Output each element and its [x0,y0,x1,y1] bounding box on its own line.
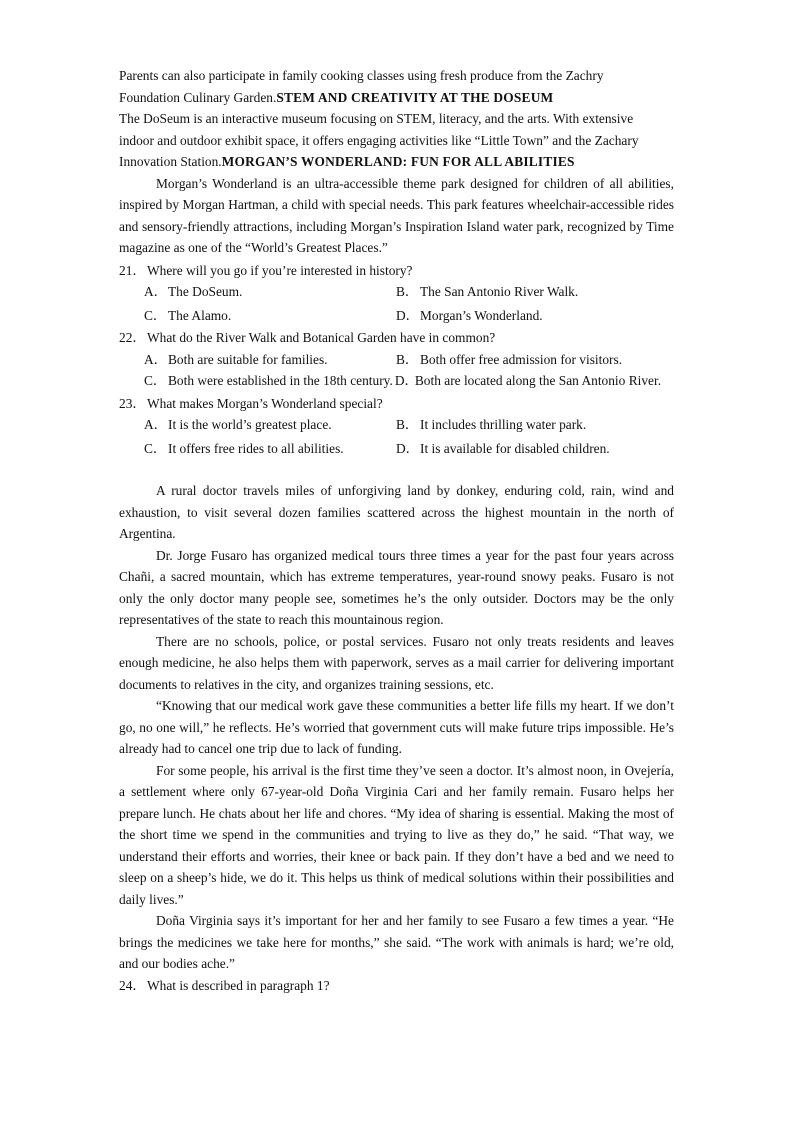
option-b [396,414,696,436]
option-text: The Alamo. [168,307,232,323]
paragraph: Morgan’s Wonderland is an ultra-accessible theme park designed for children of all abilities, inspired by Morgan Hartman, a child with special needs. This park features wheelchair-accessible rides and sensory-friendly attractions, including Morgan’s Inspiration Island water park, recognized by Time magazine as one of the “World’s Greatest Places.” [119,175,674,255]
document-content [119,65,674,996]
question-number: 22． [119,330,146,345]
option-d [396,438,696,460]
option-text: It is the world’s greatest place. [168,417,332,432]
question-text: What do the River Walk and Botanical Garden have in common? [147,330,496,345]
options [119,281,674,326]
options [119,349,674,371]
option-letter: C． [144,307,167,323]
option-c-d-line [119,370,674,392]
question-23 [119,393,674,460]
question-stem [119,327,674,349]
option-a [144,349,396,371]
text-fragment: Foundation Culinary Garden. [119,89,277,105]
option-b [396,349,696,371]
option-text: It includes thrilling water park. [420,417,587,432]
passage-paragraph-6: Doña Virginia says it’s important for her and her family to see Fusaro a few times a year. “He brings the medicines we take here for months,” she said. “The work with animals is hard; we’re old, and our bodies ache.” [119,913,674,971]
text-line: Parents can also participate in family cooking classes using fresh produce from the Zachry [119,68,604,83]
option-text: The San Antonio River Walk. [420,284,579,299]
question-stem [119,393,674,415]
option-letter: D． [396,440,420,456]
text-line: indoor and outdoor exhibit space, it offers engaging activities like “Little Town” and the Zachary [119,132,639,148]
option-letter: B． [396,351,419,367]
option-letter: D． [394,373,418,388]
option-c [144,438,396,460]
question-24 [119,975,674,997]
option-text: It offers free rides to all abilities. [168,440,344,456]
question-stem [119,260,674,282]
option-d [396,305,696,327]
option-text: Both are suitable for families. [168,351,328,367]
option-letter: C． [144,440,167,456]
option-letter: D． [396,307,420,323]
section-gap [119,459,674,480]
option-letter: A． [144,351,168,367]
section-heading-morgans-wonderland: MORGAN’S WONDERLAND: FUN FOR ALL ABILITIES [221,154,575,169]
option-text: Morgan’s Wonderland. [420,307,543,323]
passage-paragraph-2: Dr. Jorge Fusaro has organized medical tours three times a year for the past four years across Chañi, a sacred mountain, which has extreme temperatures, year-round snowy peaks. Fusaro is not only the only doctor many people see, sometimes he’s the only outsider. Doctors may be the only representatives of the state to reach this mountainous region. [119,547,674,627]
text-fragment: Innovation Station. [119,154,222,169]
option-letter: C． [144,373,167,388]
option-letter: A． [144,417,168,432]
option-text: It is available for disabled children. [420,440,610,456]
question-text: What is described in paragraph 1? [147,977,330,993]
option-text: Both offer free admission for visitors. [420,351,623,367]
option-letter: B． [396,284,419,299]
passage-paragraph-4: “Knowing that our medical work gave these communities a better life fills my heart. If we don’t go, no one will,” he reflects. He’s worried that government cuts will make future trips impossible. He’s already had to cancel one trip due to lack of funding. [119,698,674,756]
question-number: 23． [119,395,146,411]
text-line [119,151,674,173]
option-text: Both were established in the 18th century. [168,373,393,388]
option-c [144,305,396,327]
question-number: 24． [119,977,146,993]
question-text: What makes Morgan’s Wonderland special? [147,395,383,411]
text-line [119,87,674,109]
option-letter: A． [144,284,168,299]
question-21 [119,260,674,327]
passage-paragraph-1: A rural doctor travels miles of unforgiving land by donkey, enduring cold, rain, wind and exhaustion, to visit several dozen families scattered across the highest mountain in the north of Argentina. [119,483,674,541]
option-c [144,373,393,388]
option-text: Both are located along the San Antonio River. [414,373,662,388]
options [119,414,674,459]
passage-paragraph-5: For some people, his arrival is the first time they’ve seen a doctor. It’s almost noon, in Ovejería, a settlement where only 67-year-old Doña Virginia Cari and her family remain. Fusaro helps her prepare lunch. He chats about her life and chores. “My idea of sharing is essential. Making the most of the short time we spend in the communities and trying to live as they do,” he said. “That way, we understand their efforts and worries, their knee or back pain. If they don’t have a bed and we need to sleep on a sheep’s hide, we do it. This helps us think of medical solutions within their possibilities and daily lives.” [119,762,674,907]
option-letter: B． [396,417,419,432]
option-d [393,373,661,388]
text-line: The DoSeum is an interactive museum focusing on STEM, literacy, and the arts. With extensive [119,111,634,126]
option-a [144,414,396,436]
passage-paragraph-3: There are no schools, police, or postal services. Fusaro not only treats residents and leaves enough medicine, he also helps them with paperwork, serves as a mail carrier for delivering important documents to relatives in the city, and organizes training sessions, etc. [119,633,674,692]
option-b [396,281,696,303]
option-text: The DoSeum. [168,284,243,299]
option-a [144,281,396,303]
question-22 [119,327,674,392]
section-heading-doseum: STEM AND CREATIVITY AT THE DOSEUM [276,89,554,105]
question-text: Where will you go if you’re interested in history? [147,262,413,278]
question-number: 21． [119,262,146,278]
